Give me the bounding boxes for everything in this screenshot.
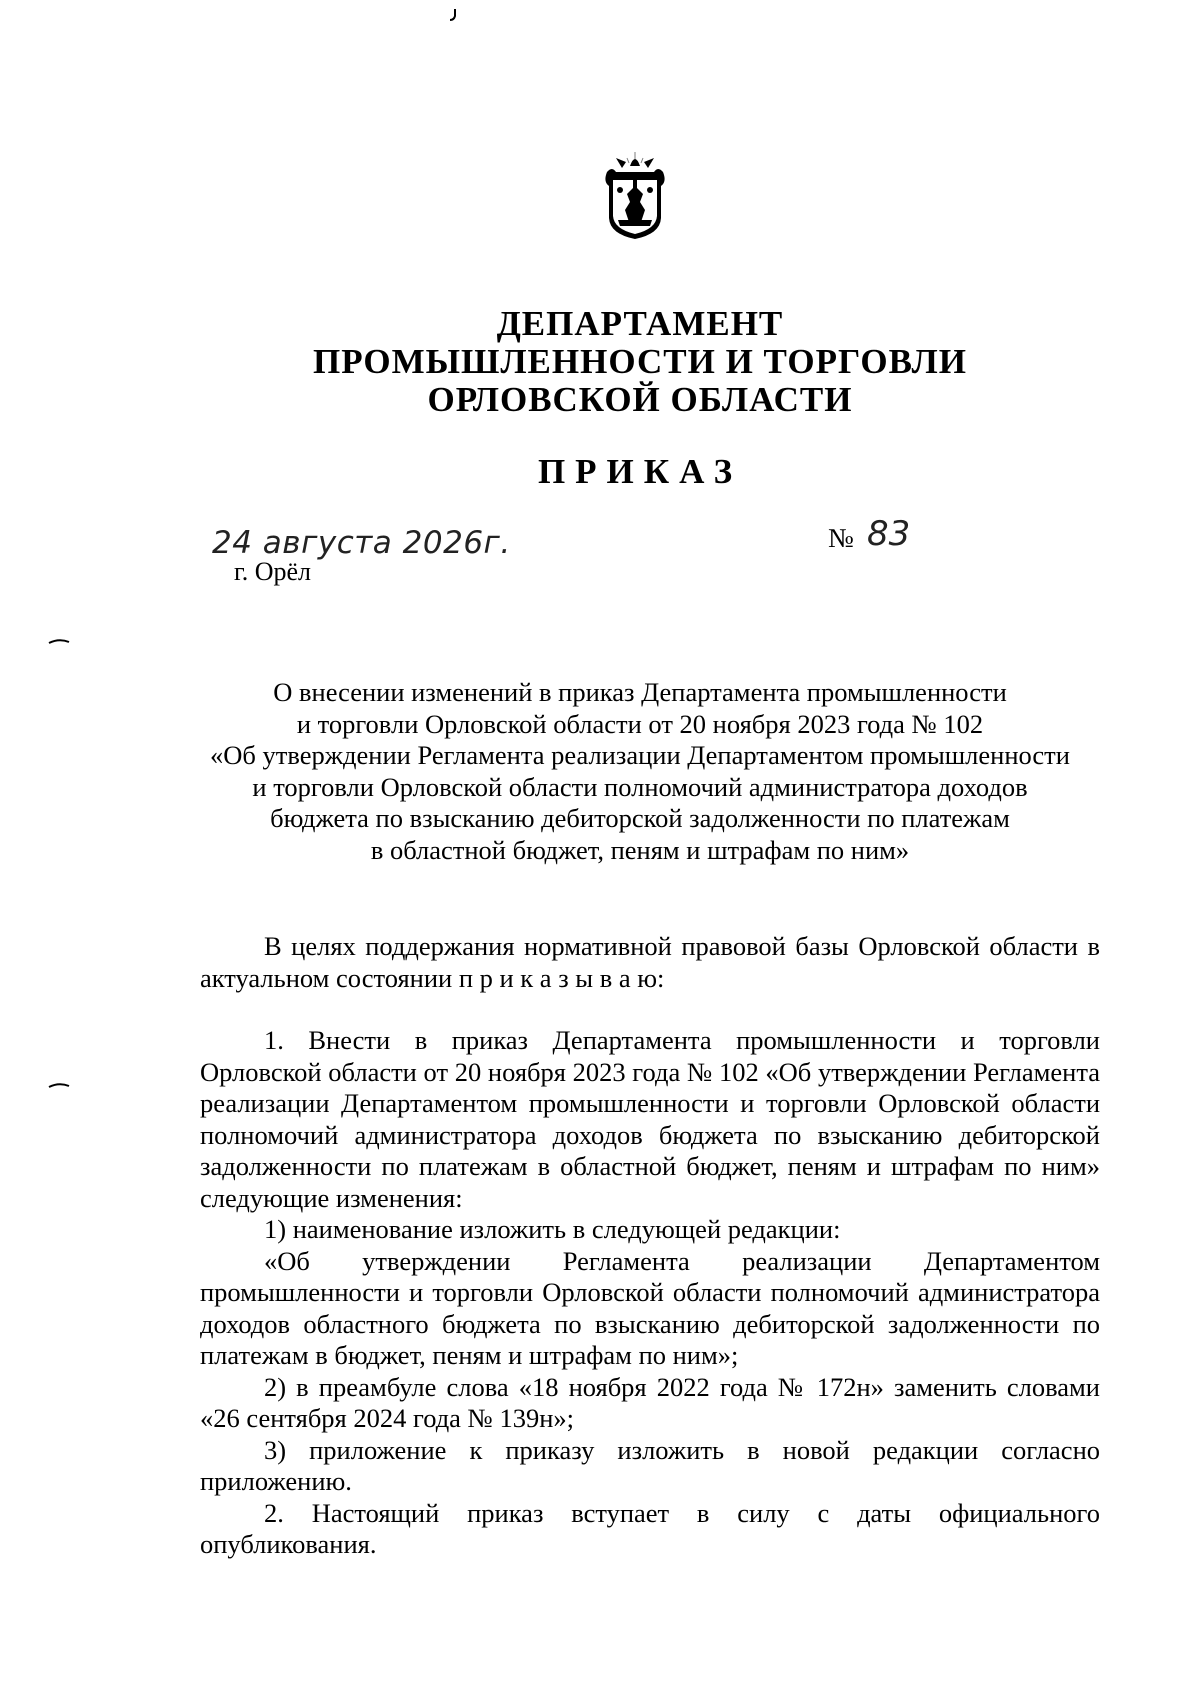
coat-of-arms-icon bbox=[600, 150, 670, 240]
organization-title bbox=[200, 305, 1080, 419]
body-paragraph: 2. Настоящий приказ вступает в силу с даты официального опубликования. bbox=[200, 1497, 1100, 1559]
order-subject bbox=[160, 677, 1120, 866]
body-paragraph: 3) приложение к приказу изложить в новой редакции согласно приложению. bbox=[200, 1434, 1100, 1496]
body-paragraph: 1. Внести в приказ Департамента промышленности и торговли Орловской области от 20 ноября 2023 года № 102 «Об утверждении Регламента реализации Департаментом промышленности и торговли Орловской области полномочий администратора доходов бюджета по взысканию дебиторской задолженности по платежам в областной бюджет, пеням и штрафам по ним» следующие изменения: bbox=[200, 1025, 1100, 1213]
handwritten-order-number: 83 bbox=[867, 514, 911, 554]
subject-line: в областной бюджет, пеням и штрафам по ним» bbox=[370, 834, 910, 865]
subject-line: и торговли Орловской области от 20 ноября 2023 года № 102 bbox=[296, 708, 984, 739]
order-body bbox=[200, 1025, 1100, 1561]
document-type-heading: ПРИКАЗ bbox=[537, 452, 743, 491]
preamble-paragraph: В целях поддержания нормативной правовой базы Орловской области в актуальном состоянии п р и к а з ы в а ю: bbox=[200, 931, 1100, 993]
subject-line: О внесении изменений в приказ Департамента промышленности bbox=[273, 677, 1007, 707]
subject-line: «Об утверждении Регламента реализации Департаментом промышленности bbox=[210, 740, 1070, 770]
subject-line: и торговли Орловской области полномочий администратора доходов bbox=[252, 771, 1028, 802]
city-label: г. Орёл bbox=[234, 557, 312, 586]
number-prefix: № bbox=[828, 523, 854, 553]
body-paragraph: «Об утверждении Регламента реализации Департаментом промышленности и торговли Орловской области полномочий администратора доходов областного бюджета по взысканию дебиторской задолженности по платежам в бюджет, пеням и штрафам по ним»; bbox=[200, 1245, 1100, 1370]
preamble bbox=[200, 931, 1100, 994]
org-title-line-1: ДЕПАРТАМЕНТ bbox=[496, 304, 784, 343]
org-title-line-2: ПРОМЫШЛЕННОСТИ И ТОРГОВЛИ bbox=[313, 342, 967, 381]
margin-punch-mark bbox=[48, 638, 70, 644]
margin-punch-mark bbox=[48, 1082, 70, 1088]
subject-line: бюджета по взысканию дебиторской задолженности по платежам bbox=[270, 803, 1010, 833]
scan-tick-mark bbox=[448, 8, 458, 22]
body-paragraph: 2) в преамбуле слова «18 ноября 2022 года № 172н» заменить словами «26 сентября 2024 года № 139н»; bbox=[200, 1371, 1100, 1433]
org-title-line-3: ОРЛОВСКОЙ ОБЛАСТИ bbox=[427, 380, 853, 419]
handwritten-date: 24 августа 2026г. bbox=[212, 525, 511, 561]
body-paragraph: 1) наименование изложить в следующей редакции: bbox=[264, 1214, 841, 1244]
